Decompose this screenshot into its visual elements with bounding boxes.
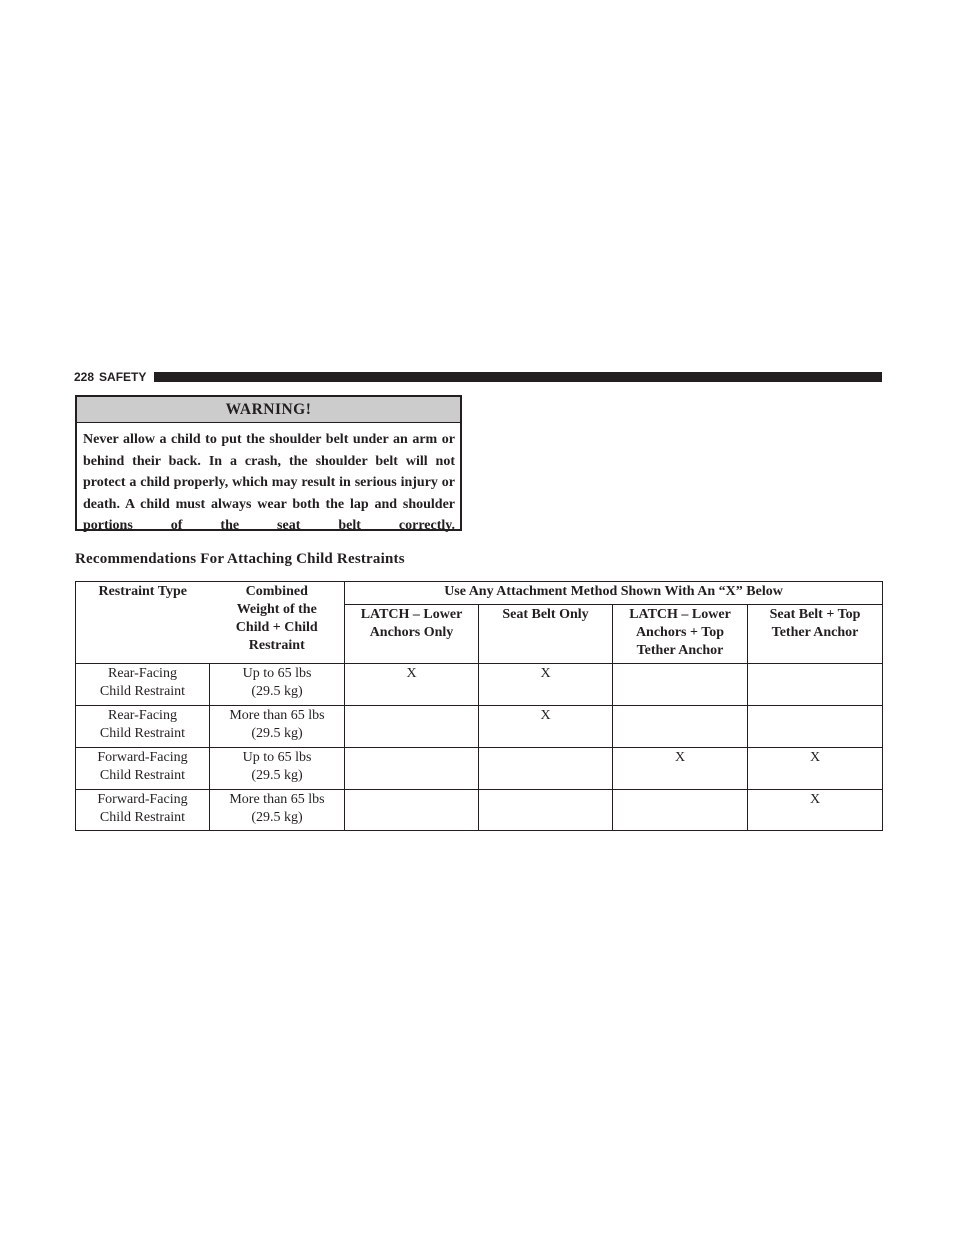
weight-cell xyxy=(210,706,345,748)
restraint-type-cell xyxy=(76,790,210,831)
header-latch-lower-anchors-only xyxy=(345,605,479,664)
cell-line: Child Restraint xyxy=(99,810,186,825)
header-latch-lower-anchors-top-tether xyxy=(613,605,748,664)
cell-line: (29.5 kg) xyxy=(251,726,303,741)
weight-cell xyxy=(210,748,345,790)
warning-title: WARNING! xyxy=(77,397,460,423)
header-line: Child + Child xyxy=(235,620,318,635)
weight-cell xyxy=(210,790,345,831)
cell-line: More than 65 lbs xyxy=(229,708,325,723)
header-restraint-type xyxy=(76,582,210,664)
mark-cell: X xyxy=(345,664,479,706)
header-line: Seat Belt + Top xyxy=(769,607,861,622)
header-line: Tether Anchor xyxy=(771,625,859,640)
warning-box xyxy=(75,395,462,531)
header-attachment-methods: Use Any Attachment Method Shown With An “X” Below xyxy=(345,582,883,605)
weight-cell xyxy=(210,664,345,706)
mark-cell xyxy=(613,706,748,748)
header-text xyxy=(74,370,154,384)
mark-cell xyxy=(345,706,479,748)
header-seat-belt-only xyxy=(479,605,613,664)
table-row xyxy=(76,706,883,748)
cell-line: More than 65 lbs xyxy=(229,792,325,807)
header-line: LATCH – Lower xyxy=(360,607,463,622)
mark-cell xyxy=(479,748,613,790)
mark-cell: X xyxy=(613,748,748,790)
mark-cell: X xyxy=(748,748,883,790)
restraint-type-cell xyxy=(76,706,210,748)
mark-cell xyxy=(748,664,883,706)
header-restraint-type-label: Restraint Type xyxy=(98,584,188,599)
table-row xyxy=(76,748,883,790)
header-line: Weight of the xyxy=(236,602,317,617)
header-line: Combined xyxy=(245,584,308,599)
cell-line: (29.5 kg) xyxy=(251,810,303,825)
section-name: SAFETY xyxy=(99,370,147,384)
restraint-type-cell xyxy=(76,664,210,706)
table-row xyxy=(76,790,883,831)
cell-line: Forward-Facing xyxy=(97,750,188,765)
header-combined-weight xyxy=(210,582,345,664)
header-line: Restraint xyxy=(248,638,305,653)
cell-line: Child Restraint xyxy=(99,684,186,699)
table-row xyxy=(76,664,883,706)
mark-cell xyxy=(613,664,748,706)
mark-cell: X xyxy=(479,664,613,706)
mark-cell: X xyxy=(748,790,883,831)
mark-cell xyxy=(613,790,748,831)
mark-cell xyxy=(345,748,479,790)
header-line: Anchors Only xyxy=(369,625,454,640)
mark-cell xyxy=(345,790,479,831)
mark-cell xyxy=(748,706,883,748)
combined-weight-lines xyxy=(214,583,341,655)
header-line: LATCH – Lower xyxy=(629,607,731,622)
restraint-type-cell xyxy=(76,748,210,790)
page-header xyxy=(74,370,882,384)
header-rule xyxy=(154,372,882,382)
cell-line: Rear-Facing xyxy=(108,708,177,723)
cell-line: (29.5 kg) xyxy=(251,684,303,699)
mark-cell xyxy=(479,790,613,831)
cell-line: Child Restraint xyxy=(99,768,186,783)
cell-line: Child Restraint xyxy=(99,726,186,741)
cell-line: Rear-Facing xyxy=(108,666,177,681)
cell-line: Forward-Facing xyxy=(97,792,188,807)
header-seat-belt-top-tether xyxy=(748,605,883,664)
header-line: Tether Anchor xyxy=(636,643,724,658)
header-line: Anchors + Top xyxy=(635,625,725,640)
cell-line: (29.5 kg) xyxy=(251,768,303,783)
mark-cell: X xyxy=(479,706,613,748)
warning-body: Never allow a child to put the shoulder belt under an arm or behind their back. In a crash, the shoulder belt will not protect a child properly, which may result in serious injury or death. A child must always wear both the lap and shoulder portions of the seat belt correctly. xyxy=(83,432,455,533)
cell-line: Up to 65 lbs xyxy=(242,750,312,765)
child-restraint-table xyxy=(75,581,883,831)
section-heading: Recommendations For Attaching Child Restraints xyxy=(75,551,405,567)
cell-line: Up to 65 lbs xyxy=(242,666,312,681)
header-line: Seat Belt Only xyxy=(502,607,589,622)
page-number: 228 xyxy=(74,370,95,384)
